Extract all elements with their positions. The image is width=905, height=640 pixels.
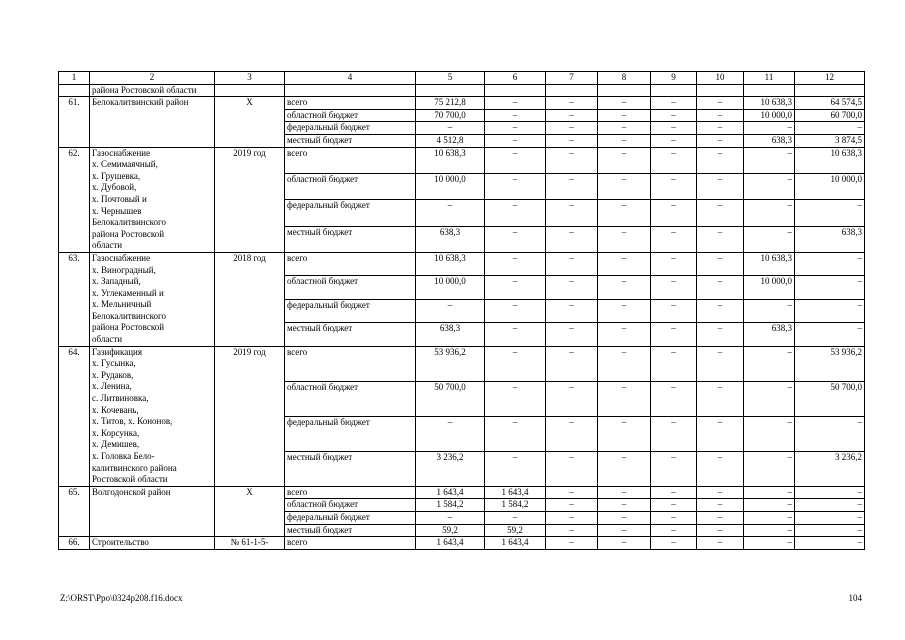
period-cell: 2018 год xyxy=(215,252,285,346)
object-name-line: Газоснабжение xyxy=(92,147,151,158)
amount-cell: – xyxy=(651,134,697,147)
object-name-line: Белокалитвинского xyxy=(92,217,166,228)
funding-source: областной бюджет xyxy=(285,381,416,416)
amount-cell: – xyxy=(598,173,651,199)
amount-cell: 1 643,4 xyxy=(416,486,485,499)
amount-cell: – xyxy=(795,511,865,524)
object-name-line: х. Почтовый и xyxy=(92,193,147,204)
amount-cell: – xyxy=(485,346,546,381)
funding-source: всего xyxy=(285,537,416,550)
amount-cell: 10 000,0 xyxy=(744,276,795,299)
amount-cell: – xyxy=(598,147,651,173)
amount-cell: – xyxy=(485,451,546,486)
amount-cell: 10 000,0 xyxy=(416,276,485,299)
amount-cell: 10 638,3 xyxy=(744,97,795,110)
funding-source: всего xyxy=(285,346,416,381)
table-row xyxy=(59,346,865,381)
amount-cell: – xyxy=(485,97,546,110)
amount-cell: – xyxy=(651,381,697,416)
table-cell xyxy=(546,84,598,97)
amount-cell: – xyxy=(744,122,795,135)
object-name xyxy=(90,147,215,252)
amount-cell: – xyxy=(651,200,697,226)
funding-source: федеральный бюджет xyxy=(285,511,416,524)
amount-cell: – xyxy=(546,252,598,275)
object-name-line: калитвинского района xyxy=(92,462,177,473)
amount-cell: 1 584,2 xyxy=(416,499,485,512)
object-name-line: х. Корсунка, xyxy=(92,427,140,438)
object-name-line: х. Чернышев xyxy=(92,205,142,216)
funding-source: всего xyxy=(285,252,416,275)
amount-cell: – xyxy=(598,276,651,299)
amount-cell: 64 574,5 xyxy=(795,97,865,110)
amount-cell: – xyxy=(598,451,651,486)
period-cell: № 61-1-5- xyxy=(215,537,285,550)
row-number: 65. xyxy=(59,486,90,536)
amount-cell: – xyxy=(795,524,865,537)
amount-cell: – xyxy=(485,226,546,252)
amount-cell: – xyxy=(546,97,598,110)
column-header: 12 xyxy=(795,72,865,85)
amount-cell: – xyxy=(697,451,744,486)
amount-cell: – xyxy=(598,524,651,537)
amount-cell: – xyxy=(416,511,485,524)
amount-cell: – xyxy=(485,147,546,173)
amount-cell: – xyxy=(744,346,795,381)
amount-cell: – xyxy=(598,416,651,451)
object-name-line: х. Кочевань, xyxy=(92,404,139,415)
amount-cell: – xyxy=(697,97,744,110)
amount-cell: 638,3 xyxy=(744,323,795,346)
amount-cell: – xyxy=(546,134,598,147)
funding-source: областной бюджет xyxy=(285,499,416,512)
object-name-line: района Ростовской xyxy=(92,322,165,333)
amount-cell: – xyxy=(651,511,697,524)
amount-cell: – xyxy=(795,276,865,299)
period-cell: X xyxy=(215,486,285,536)
table-cell xyxy=(416,84,485,97)
table-row xyxy=(59,147,865,173)
amount-cell: – xyxy=(744,416,795,451)
row-number: 66. xyxy=(59,537,90,550)
amount-cell: – xyxy=(598,486,651,499)
amount-cell: – xyxy=(485,134,546,147)
amount-cell: – xyxy=(546,537,598,550)
row-number: 62. xyxy=(59,147,90,252)
object-name-line: х. Демишев, xyxy=(92,439,140,450)
column-header: 9 xyxy=(651,72,697,85)
amount-cell: – xyxy=(546,122,598,135)
amount-cell: – xyxy=(598,499,651,512)
funding-source: всего xyxy=(285,97,416,110)
table-cell xyxy=(651,84,697,97)
object-name xyxy=(90,346,215,486)
amount-cell: 638,3 xyxy=(416,226,485,252)
amount-cell: – xyxy=(744,524,795,537)
amount-cell: – xyxy=(651,486,697,499)
amount-cell: – xyxy=(651,499,697,512)
amount-cell: – xyxy=(546,346,598,381)
amount-cell: 10 638,3 xyxy=(416,147,485,173)
amount-cell: – xyxy=(546,323,598,346)
object-name-line: х. Грушевка, xyxy=(92,170,141,181)
header-row xyxy=(59,72,865,85)
amount-cell: – xyxy=(416,200,485,226)
object-name-line: х. Рудаков, xyxy=(92,369,134,380)
table-cell xyxy=(744,84,795,97)
amount-cell: – xyxy=(744,451,795,486)
object-name-line: области xyxy=(92,240,123,251)
amount-cell: – xyxy=(795,299,865,322)
object-name-line: Газификация xyxy=(92,346,142,357)
object-name-line: х. Семимаячный, xyxy=(92,159,158,170)
amount-cell: 638,3 xyxy=(416,323,485,346)
amount-cell: – xyxy=(485,109,546,122)
amount-cell: – xyxy=(598,323,651,346)
amount-cell: 10 000,0 xyxy=(744,109,795,122)
amount-cell: – xyxy=(651,97,697,110)
amount-cell: 3 236,2 xyxy=(795,451,865,486)
row-number: 61. xyxy=(59,97,90,147)
amount-cell: – xyxy=(744,200,795,226)
table-row xyxy=(59,537,865,550)
object-name-line: Строительство xyxy=(92,537,149,548)
amount-cell: – xyxy=(651,276,697,299)
funding-source: всего xyxy=(285,147,416,173)
amount-cell: – xyxy=(598,134,651,147)
amount-cell: – xyxy=(546,173,598,199)
amount-cell: 1 643,4 xyxy=(485,486,546,499)
amount-cell: – xyxy=(744,299,795,322)
amount-cell: – xyxy=(485,416,546,451)
continuation-row xyxy=(59,84,865,97)
amount-cell: – xyxy=(795,416,865,451)
amount-cell: – xyxy=(598,122,651,135)
object-name-line: Волгодонской район xyxy=(92,486,171,497)
amount-cell: – xyxy=(795,323,865,346)
amount-cell: – xyxy=(416,299,485,322)
amount-cell: – xyxy=(795,122,865,135)
amount-cell: – xyxy=(546,451,598,486)
amount-cell: 50 700,0 xyxy=(416,381,485,416)
column-header: 7 xyxy=(546,72,598,85)
object-name xyxy=(90,537,215,550)
object-name-line: Ростовской области xyxy=(92,474,168,485)
amount-cell: – xyxy=(598,511,651,524)
amount-cell: 1 584,2 xyxy=(485,499,546,512)
amount-cell: – xyxy=(795,499,865,512)
funding-source: местный бюджет xyxy=(285,524,416,537)
amount-cell: – xyxy=(546,226,598,252)
column-header: 3 xyxy=(215,72,285,85)
amount-cell: – xyxy=(697,122,744,135)
amount-cell: 4 512,8 xyxy=(416,134,485,147)
amount-cell: – xyxy=(697,200,744,226)
amount-cell: – xyxy=(598,200,651,226)
funding-source: областной бюджет xyxy=(285,276,416,299)
amount-cell: 59,2 xyxy=(416,524,485,537)
amount-cell: – xyxy=(697,252,744,275)
amount-cell: – xyxy=(546,299,598,322)
object-name-line: Белокалитвинского xyxy=(92,310,166,321)
funding-source: всего xyxy=(285,486,416,499)
object-name-line: с. Литвиновка, xyxy=(92,393,149,404)
amount-cell: – xyxy=(598,346,651,381)
table-cell xyxy=(485,84,546,97)
funding-source: местный бюджет xyxy=(285,134,416,147)
funding-source: областной бюджет xyxy=(285,173,416,199)
table-row xyxy=(59,486,865,499)
table-cell xyxy=(215,84,285,97)
amount-cell: – xyxy=(485,252,546,275)
object-name-line: области xyxy=(92,334,123,345)
object-name-line: х. Углекаменный и xyxy=(92,287,164,298)
amount-cell: – xyxy=(744,173,795,199)
amount-cell: – xyxy=(795,537,865,550)
amount-cell: – xyxy=(651,416,697,451)
amount-cell: – xyxy=(598,252,651,275)
object-name-line: х. Западный, xyxy=(92,276,141,287)
budget-table xyxy=(58,71,865,550)
object-name-line: х. Виноградный, xyxy=(92,264,156,275)
amount-cell: – xyxy=(546,511,598,524)
amount-cell: – xyxy=(598,537,651,550)
object-name-line: х. Титов, х. Кононов, xyxy=(92,416,173,427)
column-header: 4 xyxy=(285,72,416,85)
object-name-line: Газоснабжение xyxy=(92,252,151,263)
amount-cell: – xyxy=(697,537,744,550)
amount-cell: 1 643,4 xyxy=(485,537,546,550)
amount-cell: – xyxy=(485,276,546,299)
amount-cell: – xyxy=(744,499,795,512)
amount-cell: 10 638,3 xyxy=(416,252,485,275)
amount-cell: 3 236,2 xyxy=(416,451,485,486)
object-name xyxy=(90,252,215,346)
table-row xyxy=(59,252,865,275)
object-name-line: х. Мельничный xyxy=(92,299,152,310)
amount-cell: – xyxy=(598,226,651,252)
table-row xyxy=(59,97,865,110)
table-cell xyxy=(59,84,90,97)
amount-cell: 10 638,3 xyxy=(744,252,795,275)
amount-cell: – xyxy=(416,416,485,451)
funding-source: федеральный бюджет xyxy=(285,299,416,322)
amount-cell: – xyxy=(697,109,744,122)
amount-cell: – xyxy=(697,511,744,524)
amount-cell: – xyxy=(598,97,651,110)
amount-cell: 638,3 xyxy=(795,226,865,252)
amount-cell: – xyxy=(651,299,697,322)
object-name xyxy=(90,97,215,147)
amount-cell: – xyxy=(651,147,697,173)
amount-cell: 10 000,0 xyxy=(416,173,485,199)
amount-cell: 3 874,5 xyxy=(795,134,865,147)
amount-cell: 53 936,2 xyxy=(795,346,865,381)
funding-source: областной бюджет xyxy=(285,109,416,122)
amount-cell: 59,2 xyxy=(485,524,546,537)
amount-cell: – xyxy=(744,381,795,416)
column-header: 2 xyxy=(90,72,215,85)
amount-cell: – xyxy=(651,451,697,486)
amount-cell: – xyxy=(697,381,744,416)
amount-cell: – xyxy=(744,486,795,499)
amount-cell: – xyxy=(651,524,697,537)
amount-cell: – xyxy=(697,524,744,537)
amount-cell: 10 638,3 xyxy=(795,147,865,173)
period-cell: 2019 год xyxy=(215,346,285,486)
amount-cell: – xyxy=(651,226,697,252)
amount-cell: 50 700,0 xyxy=(795,381,865,416)
table-cell: района Ростовской области xyxy=(90,84,215,97)
table-cell xyxy=(697,84,744,97)
amount-cell: – xyxy=(546,381,598,416)
row-number: 64. xyxy=(59,346,90,486)
amount-cell: – xyxy=(744,537,795,550)
funding-source: федеральный бюджет xyxy=(285,416,416,451)
amount-cell: – xyxy=(546,499,598,512)
object-name-line: района Ростовской xyxy=(92,228,165,239)
amount-cell: – xyxy=(651,346,697,381)
amount-cell: – xyxy=(697,276,744,299)
amount-cell: – xyxy=(651,323,697,346)
table-cell xyxy=(285,84,416,97)
amount-cell: – xyxy=(546,200,598,226)
amount-cell: – xyxy=(697,346,744,381)
object-name xyxy=(90,486,215,536)
column-header: 11 xyxy=(744,72,795,85)
amount-cell: – xyxy=(697,499,744,512)
amount-cell: – xyxy=(598,109,651,122)
funding-source: местный бюджет xyxy=(285,451,416,486)
amount-cell: – xyxy=(485,323,546,346)
amount-cell: 10 000,0 xyxy=(795,173,865,199)
amount-cell: – xyxy=(546,486,598,499)
amount-cell: – xyxy=(598,381,651,416)
object-name-line: х. Дубовой, xyxy=(92,182,137,193)
amount-cell: – xyxy=(485,381,546,416)
file-path: Z:\ORST\Ppo\0324p208.f16.docx xyxy=(60,593,183,603)
column-header: 8 xyxy=(598,72,651,85)
period-cell: X xyxy=(215,97,285,147)
amount-cell: – xyxy=(795,252,865,275)
amount-cell: – xyxy=(697,226,744,252)
table-cell xyxy=(598,84,651,97)
column-header: 5 xyxy=(416,72,485,85)
amount-cell: – xyxy=(546,416,598,451)
amount-cell: – xyxy=(697,173,744,199)
funding-source: федеральный бюджет xyxy=(285,122,416,135)
amount-cell: – xyxy=(697,486,744,499)
amount-cell: – xyxy=(697,323,744,346)
amount-cell: – xyxy=(651,537,697,550)
amount-cell: – xyxy=(485,511,546,524)
column-header: 6 xyxy=(485,72,546,85)
amount-cell: – xyxy=(546,109,598,122)
funding-source: федеральный бюджет xyxy=(285,200,416,226)
table-cell xyxy=(795,84,865,97)
amount-cell: – xyxy=(697,147,744,173)
object-name-line: х. Гусынка, xyxy=(92,358,136,369)
object-name-line: Белокалитвинский район xyxy=(92,97,189,108)
amount-cell: 60 700,0 xyxy=(795,109,865,122)
amount-cell: 1 643,4 xyxy=(416,537,485,550)
amount-cell: – xyxy=(485,173,546,199)
amount-cell: – xyxy=(744,511,795,524)
amount-cell: – xyxy=(795,200,865,226)
amount-cell: – xyxy=(485,299,546,322)
amount-cell: 70 700,0 xyxy=(416,109,485,122)
amount-cell: – xyxy=(697,134,744,147)
funding-source: местный бюджет xyxy=(285,323,416,346)
object-name-line: х. Головка Бело- xyxy=(92,451,155,461)
amount-cell: – xyxy=(651,109,697,122)
amount-cell: – xyxy=(485,122,546,135)
amount-cell: – xyxy=(546,524,598,537)
row-number: 63. xyxy=(59,252,90,346)
period-cell: 2019 год xyxy=(215,147,285,252)
amount-cell: – xyxy=(416,122,485,135)
amount-cell: – xyxy=(697,299,744,322)
amount-cell: – xyxy=(651,122,697,135)
amount-cell: 638,3 xyxy=(744,134,795,147)
page-number: 104 xyxy=(848,593,862,603)
amount-cell: – xyxy=(651,173,697,199)
amount-cell: – xyxy=(485,200,546,226)
column-header: 1 xyxy=(59,72,90,85)
object-name-line: х. Ленина, xyxy=(92,381,132,392)
amount-cell: – xyxy=(744,226,795,252)
amount-cell: – xyxy=(598,299,651,322)
amount-cell: 53 936,2 xyxy=(416,346,485,381)
amount-cell: 75 212,8 xyxy=(416,97,485,110)
amount-cell: – xyxy=(546,147,598,173)
amount-cell: – xyxy=(744,147,795,173)
amount-cell: – xyxy=(697,416,744,451)
column-header: 10 xyxy=(697,72,744,85)
amount-cell: – xyxy=(651,252,697,275)
amount-cell: – xyxy=(546,276,598,299)
amount-cell: – xyxy=(795,486,865,499)
funding-source: местный бюджет xyxy=(285,226,416,252)
